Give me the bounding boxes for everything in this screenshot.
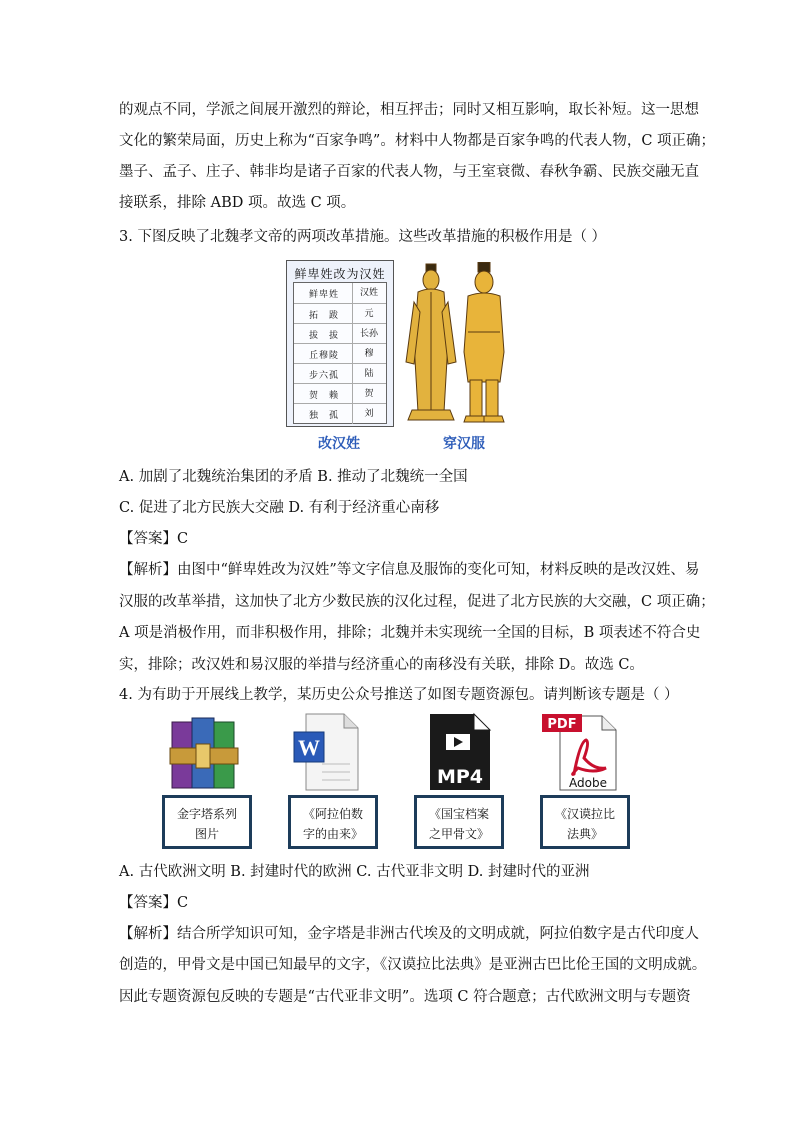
question-4-explanation: 因此专题资源包反映的专题是“古代亚非文明”。选项 C 符合题意；古代欧洲文明与专题资: [119, 989, 691, 1005]
table-row: 独 孤 刘: [294, 403, 386, 424]
question-4-options: A. 古代欧洲文明 B. 封建时代的欧洲 C. 古代亚非文明 D. 封建时代的亚洲: [119, 864, 590, 880]
table-row: 贺 赖 贺: [294, 383, 386, 404]
paragraph-line: 文化的繁荣局面，历史上称为“百家争鸣”。材料中人物都是百家争鸣的代表人物，C 项正确；: [119, 133, 716, 149]
question-4-explanation: 【解析】结合所学知识可知，金字塔是非洲古代埃及的文明成就，阿拉伯数字是古代印度人: [119, 926, 699, 942]
table-row: 丘穆陵 穆: [294, 343, 386, 364]
caption-change-surname: 改汉姓: [318, 436, 360, 452]
resource-box: 金字塔系列 图片: [162, 795, 252, 849]
han-clothing-figures-illustration: [404, 262, 514, 428]
question-3-explanation: 【解析】由图中“鲜卑姓改为汉姓”等文字信息及服饰的变化可知，材料反映的是改汉姓、易: [119, 562, 700, 578]
table-header-row: 鲜卑姓 汉姓: [294, 283, 386, 303]
pdf-file-icon: [540, 712, 620, 792]
surname-table: [293, 282, 387, 424]
question-4-answer: 【答案】C: [119, 895, 189, 911]
word-letter: W: [298, 735, 320, 760]
question-3-answer: 【答案】C: [119, 531, 189, 547]
table-row: 拔 拔 长孙: [294, 323, 386, 344]
caption-han-clothing: 穿汉服: [443, 436, 485, 452]
paragraph-line: 接联系，排除 ABD 项。故选 C 项。: [119, 195, 356, 211]
question-4-explanation: 创造的，甲骨文是中国已知最早的文字，《汉谟拉比法典》是亚洲古巴比伦王国的文明成就。: [119, 957, 707, 973]
paragraph-line: 的观点不同，学派之间展开激烈的辩论，相互抨击；同时又相互影响，取长补短。这一思想: [119, 102, 699, 118]
question-3-options-ab: A. 加剧了北魏统治集团的矛盾 B. 推动了北魏统一全国: [119, 469, 468, 485]
table-title: 鲜卑姓改为汉姓: [294, 267, 386, 281]
rar-archive-icon: [168, 712, 242, 792]
pdf-label: PDF: [547, 717, 577, 732]
question-3-options-cd: C. 促进了北方民族大交融 D. 有利于经济重心南移: [119, 500, 440, 516]
resource-box: 《阿拉伯数 字的由来》: [288, 795, 378, 849]
adobe-label: Adobe: [569, 776, 607, 790]
question-3-explanation: A 项是消极作用，而非积极作用，排除；北魏并未实现统一全国的目标，B 项表述不符合史: [119, 625, 701, 641]
table-row: 步六孤 陆: [294, 363, 386, 384]
question-3: 3. 下图反映了北魏孝文帝的两项改革措施。这些改革措施的积极作用是（ ）: [119, 229, 607, 245]
question-3-explanation: 实，排除；改汉姓和易汉服的举措与经济重心的南移没有关联，排除 D。故选 C。: [119, 657, 644, 673]
mp4-label: MP4: [436, 766, 484, 788]
paragraph-line: 墨子、孟子、庄子、韩非均是诸子百家的代表人物，与王室衰微、春秋争霸、民族交融无直: [119, 164, 699, 180]
mp4-file-icon: [428, 712, 492, 792]
surname-table-figure: [286, 260, 394, 427]
resource-box: 《汉谟拉比 法典》: [540, 795, 630, 849]
table-row: 拓 跋 元: [294, 303, 386, 324]
resource-box: 《国宝档案 之甲骨文》: [414, 795, 504, 849]
question-4: 4. 为有助于开展线上教学，某历史公众号推送了如图专题资源包。请判断该专题是（ ）: [119, 687, 679, 703]
word-document-icon: [292, 712, 362, 792]
question-3-explanation: 汉服的改革举措，这加快了北方少数民族的汉化过程，促进了北方民族的大交融，C 项正确；: [119, 594, 715, 610]
